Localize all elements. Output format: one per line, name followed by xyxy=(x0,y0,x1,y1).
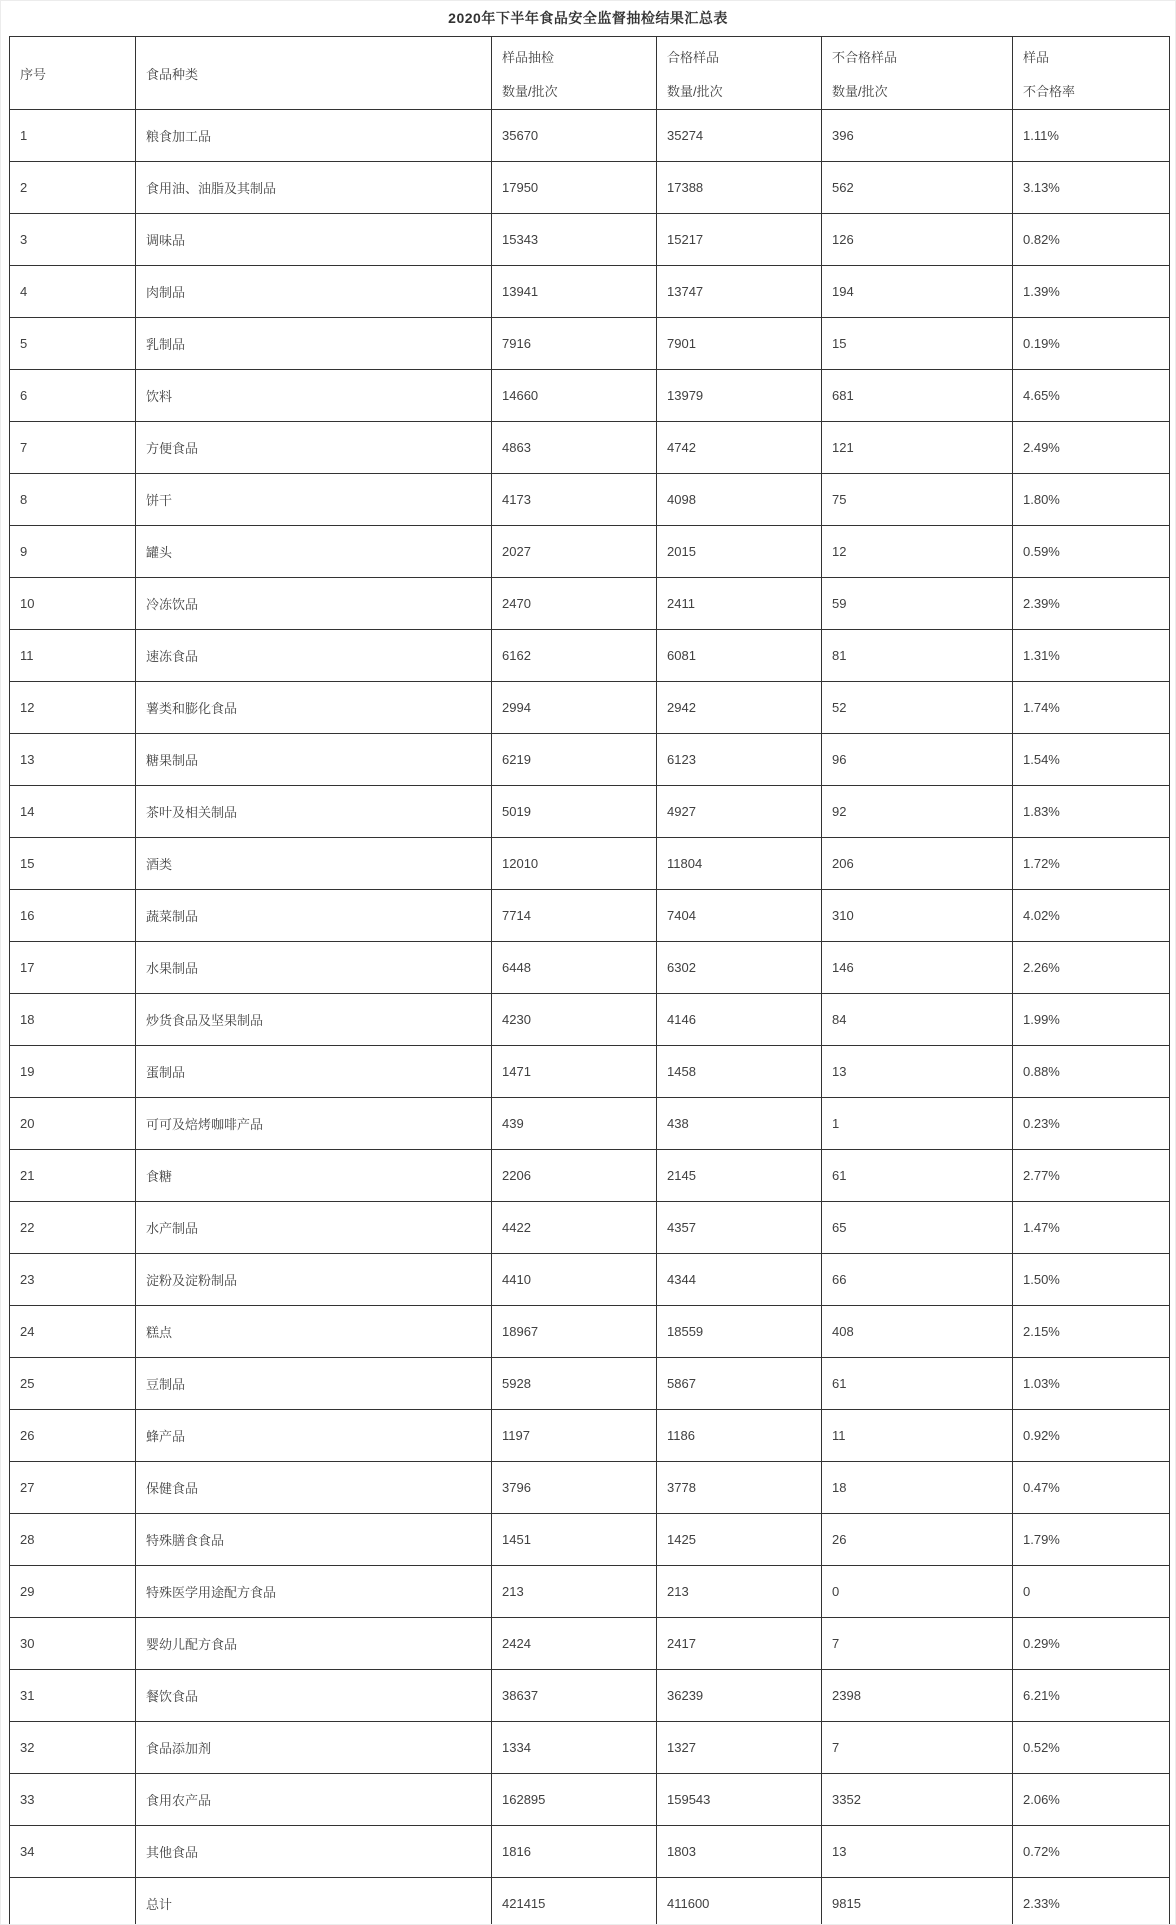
cell-unqualified: 59 xyxy=(822,578,1013,630)
table-row xyxy=(10,1202,1170,1254)
cell-sampled: 4410 xyxy=(492,1254,657,1306)
cell-unqualified: 681 xyxy=(822,370,1013,422)
cell-qualified: 15217 xyxy=(657,214,822,266)
header-fail-rate xyxy=(1013,37,1170,110)
cell-qualified: 411600 xyxy=(657,1878,822,1925)
table-row xyxy=(10,1358,1170,1410)
cell-sampled: 2424 xyxy=(492,1618,657,1670)
cell-sampled: 7714 xyxy=(492,890,657,942)
cell-category: 蛋制品 xyxy=(136,1046,492,1098)
cell-fail-rate: 1.50% xyxy=(1013,1254,1170,1306)
header-category xyxy=(136,37,492,110)
cell-sampled: 2994 xyxy=(492,682,657,734)
cell-seq: 20 xyxy=(10,1098,136,1150)
cell-sampled: 4173 xyxy=(492,474,657,526)
table-row xyxy=(10,1410,1170,1462)
cell-qualified: 4357 xyxy=(657,1202,822,1254)
cell-category: 食品添加剂 xyxy=(136,1722,492,1774)
table-row xyxy=(10,1566,1170,1618)
cell-unqualified: 61 xyxy=(822,1150,1013,1202)
cell-sampled: 213 xyxy=(492,1566,657,1618)
cell-qualified: 1425 xyxy=(657,1514,822,1566)
cell-fail-rate: 1.11% xyxy=(1013,110,1170,162)
cell-unqualified: 75 xyxy=(822,474,1013,526)
cell-category: 炒货食品及坚果制品 xyxy=(136,994,492,1046)
cell-fail-rate: 2.33% xyxy=(1013,1878,1170,1925)
cell-fail-rate: 2.49% xyxy=(1013,422,1170,474)
cell-qualified: 2015 xyxy=(657,526,822,578)
table-row xyxy=(10,630,1170,682)
cell-category: 保健食品 xyxy=(136,1462,492,1514)
table-row xyxy=(10,682,1170,734)
cell-sampled: 162895 xyxy=(492,1774,657,1826)
cell-unqualified: 408 xyxy=(822,1306,1013,1358)
cell-seq: 11 xyxy=(10,630,136,682)
cell-sampled: 7916 xyxy=(492,318,657,370)
cell-seq xyxy=(10,1878,136,1925)
cell-seq: 5 xyxy=(10,318,136,370)
cell-sampled: 4422 xyxy=(492,1202,657,1254)
cell-sampled: 1471 xyxy=(492,1046,657,1098)
table-body xyxy=(10,110,1170,1925)
cell-qualified: 4927 xyxy=(657,786,822,838)
cell-sampled: 14660 xyxy=(492,370,657,422)
header-unqualified-sublabel: 数量/批次 xyxy=(832,83,888,99)
cell-unqualified: 61 xyxy=(822,1358,1013,1410)
cell-unqualified: 96 xyxy=(822,734,1013,786)
header-category-label: 食品种类 xyxy=(146,66,199,82)
cell-fail-rate: 0.88% xyxy=(1013,1046,1170,1098)
header-seq-label: 序号 xyxy=(20,66,47,82)
cell-qualified: 35274 xyxy=(657,110,822,162)
cell-unqualified: 194 xyxy=(822,266,1013,318)
cell-fail-rate: 0.72% xyxy=(1013,1826,1170,1878)
cell-category: 可可及焙烤咖啡产品 xyxy=(136,1098,492,1150)
cell-category: 豆制品 xyxy=(136,1358,492,1410)
cell-qualified: 7901 xyxy=(657,318,822,370)
header-qualified-label: 合格样品 xyxy=(667,49,720,65)
header-fail-rate-sublabel: 不合格率 xyxy=(1023,83,1076,99)
cell-sampled: 439 xyxy=(492,1098,657,1150)
cell-qualified: 1458 xyxy=(657,1046,822,1098)
cell-seq: 15 xyxy=(10,838,136,890)
cell-fail-rate: 2.77% xyxy=(1013,1150,1170,1202)
table-row xyxy=(10,890,1170,942)
cell-seq: 24 xyxy=(10,1306,136,1358)
table-row xyxy=(10,994,1170,1046)
cell-qualified: 18559 xyxy=(657,1306,822,1358)
cell-qualified: 4146 xyxy=(657,994,822,1046)
cell-fail-rate: 1.99% xyxy=(1013,994,1170,1046)
table-row xyxy=(10,838,1170,890)
cell-fail-rate: 0.82% xyxy=(1013,214,1170,266)
cell-category: 总计 xyxy=(136,1878,492,1925)
cell-category: 食用农产品 xyxy=(136,1774,492,1826)
cell-unqualified: 7 xyxy=(822,1722,1013,1774)
cell-sampled: 1816 xyxy=(492,1826,657,1878)
cell-unqualified: 12 xyxy=(822,526,1013,578)
cell-category: 淀粉及淀粉制品 xyxy=(136,1254,492,1306)
cell-seq: 4 xyxy=(10,266,136,318)
cell-sampled: 13941 xyxy=(492,266,657,318)
cell-fail-rate: 0.23% xyxy=(1013,1098,1170,1150)
table-row xyxy=(10,786,1170,838)
cell-fail-rate: 0.59% xyxy=(1013,526,1170,578)
cell-qualified: 6081 xyxy=(657,630,822,682)
table-row xyxy=(10,578,1170,630)
cell-unqualified: 52 xyxy=(822,682,1013,734)
cell-seq: 9 xyxy=(10,526,136,578)
cell-fail-rate: 4.02% xyxy=(1013,890,1170,942)
cell-sampled: 1334 xyxy=(492,1722,657,1774)
cell-category: 蜂产品 xyxy=(136,1410,492,1462)
cell-sampled: 1451 xyxy=(492,1514,657,1566)
cell-seq: 23 xyxy=(10,1254,136,1306)
cell-category: 饮料 xyxy=(136,370,492,422)
cell-fail-rate: 1.47% xyxy=(1013,1202,1170,1254)
cell-category: 薯类和膨化食品 xyxy=(136,682,492,734)
cell-seq: 18 xyxy=(10,994,136,1046)
cell-qualified: 6123 xyxy=(657,734,822,786)
cell-unqualified: 0 xyxy=(822,1566,1013,1618)
cell-sampled: 18967 xyxy=(492,1306,657,1358)
cell-qualified: 159543 xyxy=(657,1774,822,1826)
cell-fail-rate: 2.39% xyxy=(1013,578,1170,630)
cell-fail-rate: 6.21% xyxy=(1013,1670,1170,1722)
cell-sampled: 2027 xyxy=(492,526,657,578)
cell-seq: 25 xyxy=(10,1358,136,1410)
cell-category: 水果制品 xyxy=(136,942,492,994)
cell-sampled: 2206 xyxy=(492,1150,657,1202)
cell-category: 肉制品 xyxy=(136,266,492,318)
cell-qualified: 1803 xyxy=(657,1826,822,1878)
header-fail-rate-label: 样品 xyxy=(1023,49,1050,65)
cell-qualified: 36239 xyxy=(657,1670,822,1722)
cell-unqualified: 1 xyxy=(822,1098,1013,1150)
cell-qualified: 17388 xyxy=(657,162,822,214)
cell-unqualified: 65 xyxy=(822,1202,1013,1254)
cell-qualified: 2145 xyxy=(657,1150,822,1202)
header-seq xyxy=(10,37,136,110)
table-row xyxy=(10,318,1170,370)
cell-seq: 34 xyxy=(10,1826,136,1878)
cell-seq: 17 xyxy=(10,942,136,994)
cell-seq: 3 xyxy=(10,214,136,266)
table-header xyxy=(10,37,1170,110)
cell-unqualified: 3352 xyxy=(822,1774,1013,1826)
header-qualified xyxy=(657,37,822,110)
cell-fail-rate: 0.52% xyxy=(1013,1722,1170,1774)
table-row xyxy=(10,162,1170,214)
cell-seq: 14 xyxy=(10,786,136,838)
cell-unqualified: 562 xyxy=(822,162,1013,214)
cell-unqualified: 66 xyxy=(822,1254,1013,1306)
cell-qualified: 1186 xyxy=(657,1410,822,1462)
table-row xyxy=(10,214,1170,266)
cell-sampled: 38637 xyxy=(492,1670,657,1722)
cell-sampled: 5019 xyxy=(492,786,657,838)
header-qualified-sublabel: 数量/批次 xyxy=(667,83,723,99)
cell-fail-rate: 3.13% xyxy=(1013,162,1170,214)
cell-fail-rate: 1.80% xyxy=(1013,474,1170,526)
cell-unqualified: 126 xyxy=(822,214,1013,266)
cell-sampled: 4863 xyxy=(492,422,657,474)
header-row xyxy=(10,37,1170,110)
cell-category: 饼干 xyxy=(136,474,492,526)
cell-sampled: 2470 xyxy=(492,578,657,630)
cell-unqualified: 18 xyxy=(822,1462,1013,1514)
cell-category: 水产制品 xyxy=(136,1202,492,1254)
cell-seq: 22 xyxy=(10,1202,136,1254)
cell-fail-rate: 1.74% xyxy=(1013,682,1170,734)
cell-fail-rate: 1.83% xyxy=(1013,786,1170,838)
cell-category: 速冻食品 xyxy=(136,630,492,682)
cell-seq: 27 xyxy=(10,1462,136,1514)
cell-qualified: 13747 xyxy=(657,266,822,318)
cell-unqualified: 310 xyxy=(822,890,1013,942)
cell-unqualified: 2398 xyxy=(822,1670,1013,1722)
cell-sampled: 4230 xyxy=(492,994,657,1046)
cell-category: 婴幼儿配方食品 xyxy=(136,1618,492,1670)
cell-qualified: 4344 xyxy=(657,1254,822,1306)
header-sampled xyxy=(492,37,657,110)
cell-fail-rate: 0.92% xyxy=(1013,1410,1170,1462)
table-row xyxy=(10,422,1170,474)
cell-unqualified: 9815 xyxy=(822,1878,1013,1925)
cell-qualified: 2411 xyxy=(657,578,822,630)
cell-seq: 19 xyxy=(10,1046,136,1098)
cell-fail-rate: 4.65% xyxy=(1013,370,1170,422)
table-row xyxy=(10,110,1170,162)
cell-fail-rate: 1.39% xyxy=(1013,266,1170,318)
table-row xyxy=(10,734,1170,786)
table-row xyxy=(10,942,1170,994)
cell-qualified: 6302 xyxy=(657,942,822,994)
cell-seq: 26 xyxy=(10,1410,136,1462)
cell-qualified: 1327 xyxy=(657,1722,822,1774)
cell-qualified: 213 xyxy=(657,1566,822,1618)
cell-fail-rate: 1.03% xyxy=(1013,1358,1170,1410)
total-row xyxy=(10,1878,1170,1925)
cell-category: 罐头 xyxy=(136,526,492,578)
cell-category: 特殊医学用途配方食品 xyxy=(136,1566,492,1618)
table-row xyxy=(10,1462,1170,1514)
cell-category: 粮食加工品 xyxy=(136,110,492,162)
cell-unqualified: 92 xyxy=(822,786,1013,838)
cell-sampled: 6162 xyxy=(492,630,657,682)
cell-seq: 10 xyxy=(10,578,136,630)
cell-seq: 1 xyxy=(10,110,136,162)
table-row xyxy=(10,1098,1170,1150)
cell-sampled: 3796 xyxy=(492,1462,657,1514)
cell-qualified: 438 xyxy=(657,1098,822,1150)
cell-fail-rate: 2.06% xyxy=(1013,1774,1170,1826)
cell-seq: 8 xyxy=(10,474,136,526)
cell-unqualified: 26 xyxy=(822,1514,1013,1566)
cell-sampled: 6448 xyxy=(492,942,657,994)
cell-seq: 32 xyxy=(10,1722,136,1774)
cell-seq: 2 xyxy=(10,162,136,214)
cell-unqualified: 11 xyxy=(822,1410,1013,1462)
table-row xyxy=(10,370,1170,422)
cell-sampled: 421415 xyxy=(492,1878,657,1925)
cell-category: 其他食品 xyxy=(136,1826,492,1878)
cell-fail-rate: 0 xyxy=(1013,1566,1170,1618)
cell-unqualified: 206 xyxy=(822,838,1013,890)
cell-sampled: 17950 xyxy=(492,162,657,214)
cell-category: 糖果制品 xyxy=(136,734,492,786)
cell-seq: 6 xyxy=(10,370,136,422)
cell-seq: 12 xyxy=(10,682,136,734)
table-row xyxy=(10,1150,1170,1202)
cell-sampled: 6219 xyxy=(492,734,657,786)
cell-qualified: 2417 xyxy=(657,1618,822,1670)
table-row xyxy=(10,526,1170,578)
cell-seq: 29 xyxy=(10,1566,136,1618)
table-row xyxy=(10,1722,1170,1774)
table-row xyxy=(10,474,1170,526)
cell-category: 糕点 xyxy=(136,1306,492,1358)
cell-unqualified: 7 xyxy=(822,1618,1013,1670)
header-unqualified xyxy=(822,37,1013,110)
cell-fail-rate: 2.26% xyxy=(1013,942,1170,994)
cell-seq: 21 xyxy=(10,1150,136,1202)
cell-unqualified: 13 xyxy=(822,1826,1013,1878)
cell-qualified: 4098 xyxy=(657,474,822,526)
cell-fail-rate: 1.31% xyxy=(1013,630,1170,682)
table-row xyxy=(10,1826,1170,1878)
cell-category: 食用油、油脂及其制品 xyxy=(136,162,492,214)
cell-seq: 30 xyxy=(10,1618,136,1670)
cell-qualified: 4742 xyxy=(657,422,822,474)
cell-fail-rate: 0.47% xyxy=(1013,1462,1170,1514)
cell-sampled: 12010 xyxy=(492,838,657,890)
cell-fail-rate: 1.72% xyxy=(1013,838,1170,890)
cell-category: 调味品 xyxy=(136,214,492,266)
cell-seq: 7 xyxy=(10,422,136,474)
cell-seq: 13 xyxy=(10,734,136,786)
cell-qualified: 3778 xyxy=(657,1462,822,1514)
cell-qualified: 2942 xyxy=(657,682,822,734)
cell-category: 茶叶及相关制品 xyxy=(136,786,492,838)
cell-unqualified: 396 xyxy=(822,110,1013,162)
cell-seq: 28 xyxy=(10,1514,136,1566)
cell-fail-rate: 1.54% xyxy=(1013,734,1170,786)
table-row xyxy=(10,1670,1170,1722)
cell-fail-rate: 0.29% xyxy=(1013,1618,1170,1670)
cell-fail-rate: 1.79% xyxy=(1013,1514,1170,1566)
cell-category: 方便食品 xyxy=(136,422,492,474)
cell-unqualified: 84 xyxy=(822,994,1013,1046)
cell-seq: 33 xyxy=(10,1774,136,1826)
table-row xyxy=(10,266,1170,318)
cell-unqualified: 13 xyxy=(822,1046,1013,1098)
cell-category: 冷冻饮品 xyxy=(136,578,492,630)
header-sampled-label: 样品抽检 xyxy=(502,49,555,65)
cell-qualified: 5867 xyxy=(657,1358,822,1410)
cell-sampled: 5928 xyxy=(492,1358,657,1410)
cell-fail-rate: 2.15% xyxy=(1013,1306,1170,1358)
cell-category: 酒类 xyxy=(136,838,492,890)
table-row xyxy=(10,1254,1170,1306)
cell-sampled: 35670 xyxy=(492,110,657,162)
cell-qualified: 7404 xyxy=(657,890,822,942)
cell-unqualified: 146 xyxy=(822,942,1013,994)
table-row xyxy=(10,1774,1170,1826)
cell-category: 特殊膳食食品 xyxy=(136,1514,492,1566)
cell-unqualified: 15 xyxy=(822,318,1013,370)
table-row xyxy=(10,1046,1170,1098)
cell-category: 乳制品 xyxy=(136,318,492,370)
header-sampled-sublabel: 数量/批次 xyxy=(502,83,558,99)
cell-fail-rate: 0.19% xyxy=(1013,318,1170,370)
cell-sampled: 1197 xyxy=(492,1410,657,1462)
cell-unqualified: 81 xyxy=(822,630,1013,682)
header-unqualified-label: 不合格样品 xyxy=(832,49,898,65)
table-row xyxy=(10,1618,1170,1670)
cell-seq: 16 xyxy=(10,890,136,942)
cell-seq: 31 xyxy=(10,1670,136,1722)
food-safety-summary-table xyxy=(9,36,1170,1925)
cell-sampled: 15343 xyxy=(492,214,657,266)
page-title: 2020年下半年食品安全监督抽检结果汇总表 xyxy=(448,10,728,26)
cell-category: 餐饮食品 xyxy=(136,1670,492,1722)
table-row xyxy=(10,1306,1170,1358)
cell-qualified: 11804 xyxy=(657,838,822,890)
cell-category: 蔬菜制品 xyxy=(136,890,492,942)
cell-qualified: 13979 xyxy=(657,370,822,422)
table-row xyxy=(10,1514,1170,1566)
cell-unqualified: 121 xyxy=(822,422,1013,474)
cell-category: 食糖 xyxy=(136,1150,492,1202)
